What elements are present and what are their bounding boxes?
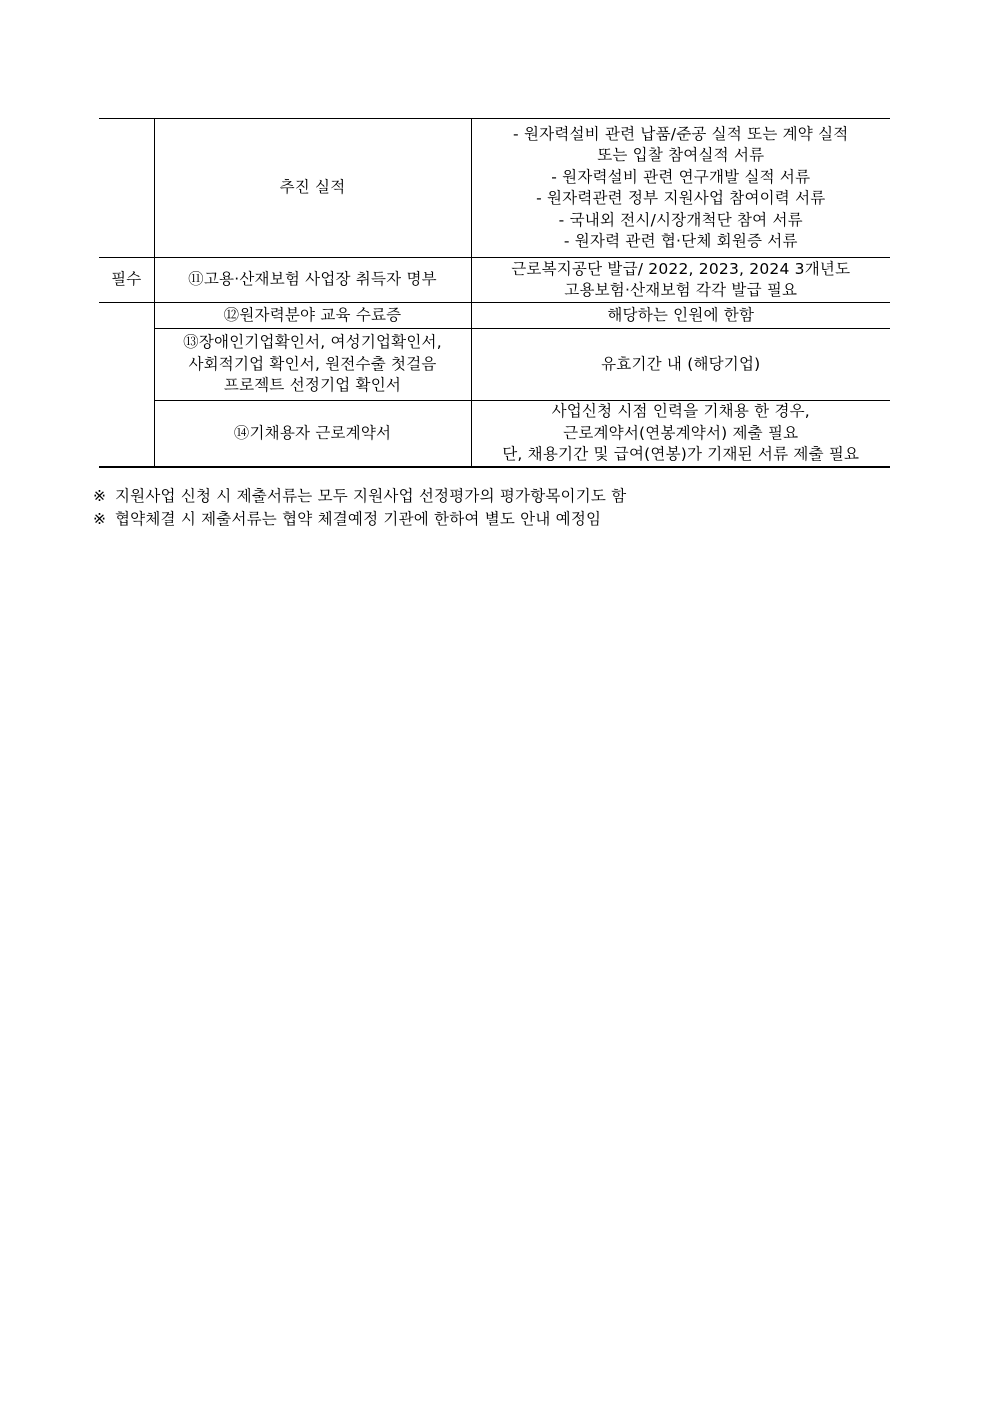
detail-cell (471, 303, 890, 329)
footnote (93, 508, 913, 531)
item-line: 사회적기업 확인서, 원전수출 첫걸음 (188, 354, 437, 373)
detail-line: 또는 입찰 참여실적 서류 (597, 146, 765, 164)
detail-line: 단, 채용기간 및 급여(연봉)가 기재된 서류 제출 필요 (502, 445, 860, 463)
detail-line: 근로계약서(연봉계약서) 제출 필요 (563, 423, 799, 442)
detail-line: - 원자력설비 관련 납품/준공 실적 또는 계약 실적 (513, 124, 849, 143)
detail-cell (471, 329, 890, 401)
detail-line: 근로복지공단 발급/ 2022, 2023, 2024 3개년도 (511, 259, 851, 278)
item-line: 프로젝트 선정기업 확인서 (223, 376, 402, 395)
category-cell (99, 303, 154, 467)
footnote-text: 협약체결 시 제출서류는 협약 체결예정 기관에 한하여 별도 안내 예정임 (115, 510, 602, 528)
item-cell: ⑭기채용자 근로계약서 (154, 401, 471, 467)
reference-mark: ※ (93, 487, 107, 505)
table-row (99, 303, 890, 329)
footnote-text: 지원사업 신청 시 제출서류는 모두 지원사업 선정평가의 평가항목이기도 함 (115, 487, 627, 505)
item-cell (154, 329, 471, 401)
detail-line: - 원자력관련 정부 지원사업 참여이력 서류 (536, 189, 826, 207)
detail-line: 해당하는 인원에 한함 (607, 305, 755, 324)
detail-cell (471, 258, 890, 303)
footnotes (93, 485, 913, 531)
detail-line: 유효기간 내 (해당기업) (601, 354, 761, 373)
item-line: ⑬장애인기업확인서, 여성기업확인서, (183, 333, 442, 352)
table-row (99, 258, 890, 303)
detail-line: - 원자력 관련 협·단체 회원증 서류 (563, 232, 798, 250)
detail-line: 고용보험·산재보험 각각 발급 필요 (564, 281, 798, 299)
table-row (99, 329, 890, 401)
reference-mark: ※ (93, 510, 107, 528)
item-cell: 추진 실적 (154, 119, 471, 258)
required-documents-table (99, 118, 890, 468)
table-row (99, 119, 890, 258)
detail-line: - 국내외 전시/시장개척단 참여 서류 (558, 210, 803, 229)
detail-line: - 원자력설비 관련 연구개발 실적 서류 (551, 167, 811, 186)
detail-cell (471, 401, 890, 467)
footnote (93, 485, 913, 508)
detail-line: 사업신청 시점 인력을 기채용 한 경우, (551, 402, 810, 420)
item-cell: ⑫원자력분야 교육 수료증 (154, 303, 471, 329)
category-cell: 필수 (99, 258, 154, 303)
item-cell: ⑪고용·산재보험 사업장 취득자 명부 (154, 258, 471, 303)
detail-cell (471, 119, 890, 258)
table-row (99, 401, 890, 467)
category-cell (99, 119, 154, 258)
